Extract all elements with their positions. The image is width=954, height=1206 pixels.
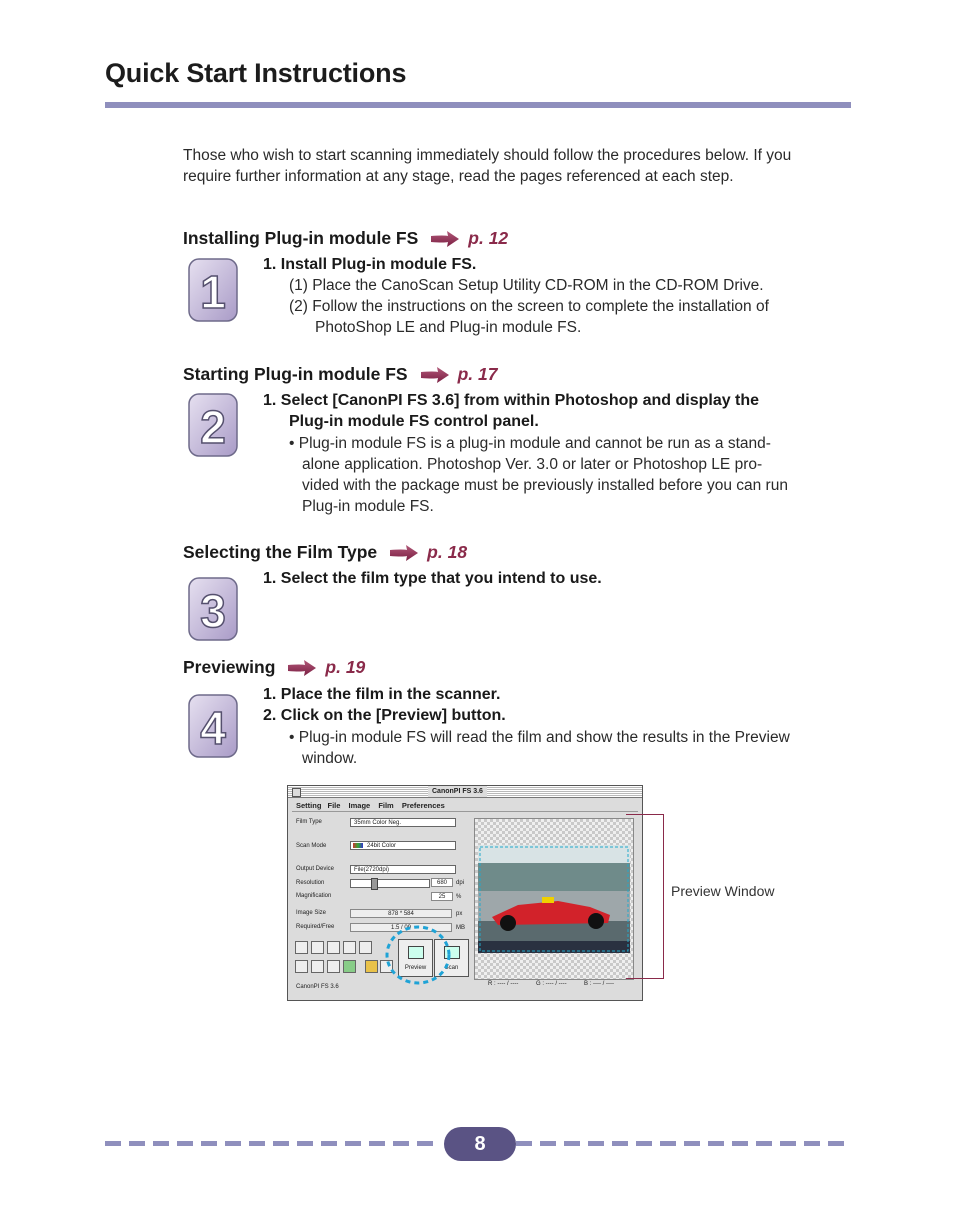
image-size-unit: px bbox=[456, 911, 463, 917]
output-device-label: Output Device bbox=[296, 866, 335, 872]
section-1-detail: (1) Place the CanoScan Setup Utility CD-ROM in the CD-ROM Drive. bbox=[289, 277, 764, 294]
magnification-unit: % bbox=[456, 894, 462, 900]
preview-window-callout: Preview Window bbox=[671, 883, 775, 899]
footer-dash bbox=[297, 1141, 313, 1146]
color-mode-icon bbox=[353, 843, 363, 848]
section-1-step: 1. Install Plug-in module FS. bbox=[263, 256, 477, 273]
section-2-step: 1. Select [CanonPI FS 3.6] from within Photoshop and display the bbox=[263, 392, 760, 409]
section-2-step: Plug-in module FS control panel. bbox=[289, 413, 539, 430]
histogram-tool-icon bbox=[295, 941, 308, 954]
step-2-number: 2 bbox=[200, 401, 226, 453]
scan-button-label: Scan bbox=[444, 965, 459, 971]
arrow-right-icon bbox=[287, 659, 317, 677]
footer-dash bbox=[636, 1141, 652, 1146]
section-2-title: Starting Plug-in module FS bbox=[183, 364, 408, 384]
brightness-tool-icon bbox=[327, 941, 340, 954]
section-4-detail: • Plug-in module FS will read the film and show the results in the Preview bbox=[289, 729, 790, 746]
footer-dash bbox=[780, 1141, 796, 1146]
menu-setting: Setting bbox=[296, 801, 322, 810]
footer-dash bbox=[369, 1141, 385, 1146]
curve-tool-icon bbox=[311, 941, 324, 954]
resolution-label: Resolution bbox=[296, 880, 325, 886]
magnify-icon bbox=[327, 960, 340, 973]
menu-image: Image bbox=[348, 801, 371, 810]
magnification-field: 25 bbox=[431, 892, 453, 901]
arrow-right-icon bbox=[420, 366, 450, 384]
window-title-bar bbox=[288, 786, 642, 798]
close-box-icon bbox=[292, 788, 301, 797]
color-tool-icon bbox=[365, 960, 378, 973]
section-1-detail: PhotoShop LE and Plug-in module FS. bbox=[315, 319, 582, 336]
film-type-dropdown: 35mm Color Neg. bbox=[350, 818, 456, 827]
footer-dash bbox=[393, 1141, 409, 1146]
section-4-detail: window. bbox=[302, 750, 358, 767]
footer-dash bbox=[225, 1141, 241, 1146]
zoom-in-icon bbox=[295, 960, 308, 973]
section-2-heading bbox=[183, 364, 497, 385]
footer-dash bbox=[756, 1141, 772, 1146]
preview-window-bracket bbox=[626, 814, 664, 979]
b-readout: B : ---- / ---- bbox=[584, 981, 614, 987]
step-3-number: 3 bbox=[200, 585, 226, 637]
section-3-step: 1. Select the film type that you intend to use. bbox=[263, 570, 602, 587]
page-title: Quick Start Instructions bbox=[105, 58, 407, 88]
step-1-number: 1 bbox=[200, 266, 226, 318]
required-free-label: Required/Free bbox=[296, 924, 335, 930]
section-2-page-ref: p. 17 bbox=[457, 364, 498, 384]
window-menu-bar bbox=[292, 800, 638, 812]
section-4-page-ref: p. 19 bbox=[325, 657, 366, 677]
section-1-heading bbox=[183, 228, 508, 249]
r-readout: R : ---- / ---- bbox=[488, 981, 519, 987]
image-size-field: 878 * 584 bbox=[350, 909, 452, 918]
footer-dash bbox=[129, 1141, 145, 1146]
step-4-number: 4 bbox=[200, 702, 226, 754]
arrow-right-icon bbox=[389, 544, 419, 562]
section-1-title: Installing Plug-in module FS bbox=[183, 228, 419, 248]
arrow-right-icon bbox=[430, 230, 460, 248]
footer-dash-left bbox=[105, 1141, 439, 1146]
footer-dash-right bbox=[516, 1141, 851, 1146]
footer-dash bbox=[588, 1141, 604, 1146]
footer-dash bbox=[540, 1141, 556, 1146]
section-3-heading bbox=[183, 542, 467, 563]
resolution-unit: dpi bbox=[456, 880, 465, 886]
section-1-detail: (2) Follow the instructions on the screen to complete the installation of bbox=[289, 298, 769, 315]
levels-tool-icon bbox=[359, 941, 372, 954]
menu-file: File bbox=[327, 801, 341, 810]
footer-dash bbox=[708, 1141, 724, 1146]
footer-dash bbox=[345, 1141, 361, 1146]
image-size-label: Image Size bbox=[296, 910, 327, 916]
section-4-heading bbox=[183, 657, 365, 678]
racing-car-photo bbox=[478, 845, 630, 953]
scan-mode-dropdown: 24bit Color bbox=[350, 841, 456, 850]
magnification-label: Magnification bbox=[296, 893, 332, 899]
footer-dash bbox=[321, 1141, 337, 1146]
resolution-slider bbox=[350, 879, 430, 888]
section-2-detail: • Plug-in module FS is a plug-in module and cannot be run as a stand- bbox=[289, 435, 771, 452]
resolution-field: 680 bbox=[431, 878, 453, 887]
required-free-unit: MB bbox=[456, 925, 465, 931]
footer-dash bbox=[273, 1141, 289, 1146]
section-2-detail: vided with the package must be previously installed before you can run bbox=[302, 477, 788, 494]
footer-dash bbox=[828, 1141, 844, 1146]
image-tool-icon bbox=[343, 960, 356, 973]
footer-dash bbox=[684, 1141, 700, 1146]
footer-dash bbox=[516, 1141, 532, 1146]
footer-dash bbox=[732, 1141, 748, 1146]
section-4-step: 1. Place the film in the scanner. bbox=[263, 686, 501, 703]
footer-dash bbox=[660, 1141, 676, 1146]
section-3-title: Selecting the Film Type bbox=[183, 542, 378, 562]
footer-dash bbox=[177, 1141, 193, 1146]
contrast-tool-icon bbox=[343, 941, 356, 954]
section-3-page-ref: p. 18 bbox=[427, 542, 468, 562]
footer-dash bbox=[201, 1141, 217, 1146]
window-title: CanonPI FS 3.6 bbox=[428, 786, 487, 797]
footer-dash bbox=[612, 1141, 628, 1146]
preview-highlight-circle bbox=[383, 922, 453, 986]
footer-dash bbox=[417, 1141, 433, 1146]
step-1-badge bbox=[188, 258, 238, 322]
step-4-badge bbox=[188, 694, 238, 758]
section-2-detail: Plug-in module FS. bbox=[302, 498, 434, 515]
footer-dash bbox=[153, 1141, 169, 1146]
status-text: CanonPI FS 3.6 bbox=[296, 984, 339, 990]
title-rule bbox=[105, 102, 851, 108]
step-2-badge bbox=[188, 393, 238, 457]
slider-thumb bbox=[371, 878, 378, 890]
section-1-page-ref: p. 12 bbox=[468, 228, 509, 248]
g-readout: G : ---- / ---- bbox=[536, 981, 567, 987]
step-3-badge bbox=[188, 577, 238, 641]
section-2-detail: alone application. Photoshop Ver. 3.0 or later or Photoshop LE pro- bbox=[302, 456, 763, 473]
output-device-dropdown: File(2720dpi) bbox=[350, 865, 456, 874]
film-type-label: Film Type bbox=[296, 819, 322, 825]
menu-preferences: Preferences bbox=[401, 801, 445, 810]
section-4-step: 2. Click on the [Preview] button. bbox=[263, 707, 506, 724]
scan-mode-label: Scan Mode bbox=[296, 843, 327, 849]
intro-paragraph: Those who wish to start scanning immediately should follow the procedures below. If you require further information at any stage, read the pages referenced at each step. bbox=[183, 147, 792, 185]
section-4-title: Previewing bbox=[183, 657, 276, 677]
footer-dash bbox=[564, 1141, 580, 1146]
preview-window bbox=[474, 818, 634, 980]
required-free-field: 1.5 / 09 bbox=[350, 923, 452, 932]
preview-button-label: Preview bbox=[404, 965, 427, 971]
plugin-window-screenshot bbox=[287, 785, 643, 1001]
footer-dash bbox=[249, 1141, 265, 1146]
zoom-out-icon bbox=[311, 960, 324, 973]
menu-film: Film bbox=[378, 801, 394, 810]
footer-dash bbox=[105, 1141, 121, 1146]
page-number: 8 bbox=[444, 1127, 516, 1161]
footer-dash bbox=[804, 1141, 820, 1146]
